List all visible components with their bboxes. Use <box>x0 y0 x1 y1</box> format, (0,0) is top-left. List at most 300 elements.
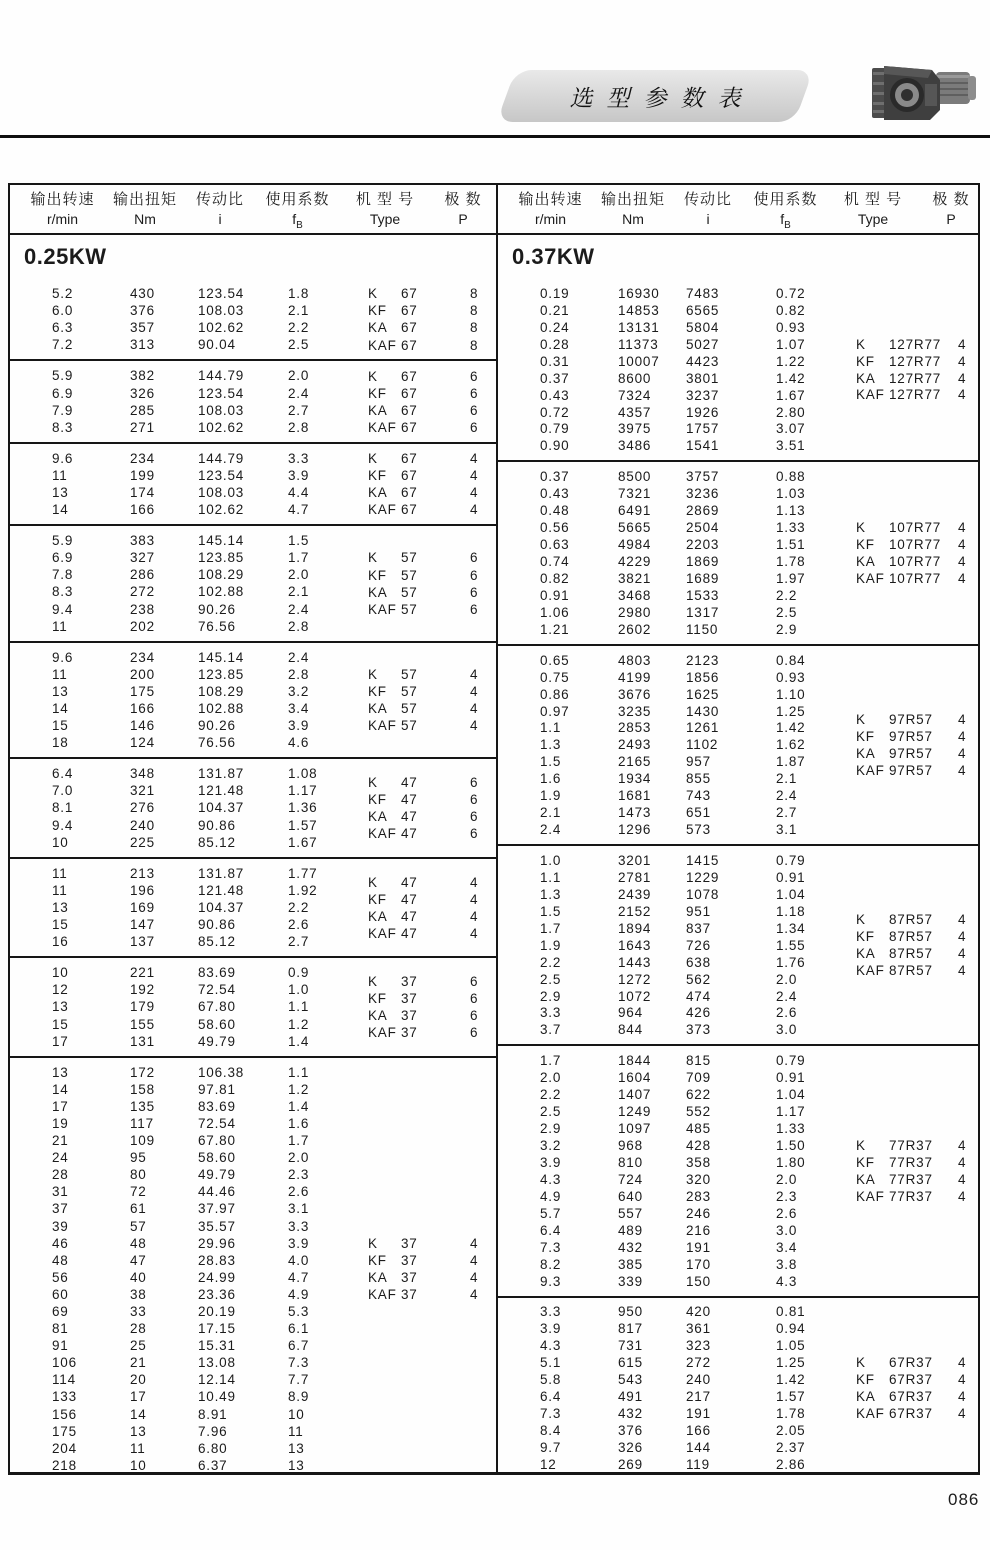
cell-poles: 6 <box>470 567 479 583</box>
cell-ratio: 1541 <box>686 438 720 454</box>
cell-speed: 24 <box>52 1150 69 1166</box>
cell-model-size: 57 <box>401 683 418 699</box>
cell-ratio: 420 <box>686 1304 711 1320</box>
cell-ratio: 6.80 <box>198 1440 228 1456</box>
cell-ratio: 191 <box>686 1406 711 1422</box>
cell-poles: 4 <box>958 387 967 403</box>
cell-service-factor: 1.4 <box>288 1033 310 1049</box>
cell-service-factor: 1.7 <box>288 1133 310 1149</box>
cell-service-factor: 1.57 <box>776 1389 806 1405</box>
type-row <box>856 1154 980 1171</box>
cell-ratio: 85.12 <box>198 834 236 850</box>
cell-ratio: 2123 <box>686 652 720 668</box>
cell-model-size: 107R77 <box>889 520 942 536</box>
cell-ratio: 90.04 <box>198 337 236 353</box>
cell-service-factor: 2.3 <box>776 1188 798 1204</box>
cell-service-factor: 4.6 <box>288 735 310 751</box>
cell-service-factor: 3.9 <box>288 1235 310 1251</box>
cell-torque: 817 <box>618 1321 643 1337</box>
cell-speed: 3.2 <box>540 1138 562 1154</box>
cell-model-prefix: K <box>856 520 866 536</box>
cell-poles: 6 <box>470 826 479 842</box>
table-row <box>10 1200 496 1217</box>
cell-torque: 172 <box>130 1064 155 1080</box>
cell-torque: 1296 <box>618 822 652 838</box>
cell-service-factor: 1.03 <box>776 486 806 502</box>
cell-torque: 213 <box>130 865 155 881</box>
cell-poles: 4 <box>958 728 967 744</box>
type-row <box>856 911 980 928</box>
table-row <box>498 686 980 703</box>
cell-speed: 7.8 <box>52 567 74 583</box>
type-column <box>368 973 498 1041</box>
cell-torque: 557 <box>618 1205 643 1221</box>
cell-poles: 4 <box>470 450 479 466</box>
cell-service-factor: 0.82 <box>776 302 806 318</box>
type-column <box>368 285 498 353</box>
cell-model-size: 127R77 <box>889 387 942 403</box>
cell-poles: 4 <box>470 683 479 699</box>
cell-service-factor: 2.3 <box>288 1167 310 1183</box>
cell-speed: 10 <box>52 965 69 981</box>
cell-torque: 2853 <box>618 720 652 736</box>
cell-ratio: 123.54 <box>198 286 245 302</box>
cell-speed: 6.9 <box>52 550 74 566</box>
table-row <box>498 652 980 669</box>
cell-torque: 3486 <box>618 438 652 454</box>
table-row <box>10 1423 496 1440</box>
cell-service-factor: 2.2 <box>288 899 310 915</box>
cell-torque: 844 <box>618 1022 643 1038</box>
type-row <box>368 973 498 990</box>
cell-speed: 17 <box>52 1033 69 1049</box>
cell-service-factor: 2.0 <box>776 971 798 987</box>
type-row <box>856 1171 980 1188</box>
type-column <box>856 911 980 979</box>
table-row <box>10 1371 496 1388</box>
type-row <box>856 387 980 404</box>
cell-service-factor: 1.67 <box>776 387 806 403</box>
cell-model-size: 47 <box>401 925 418 941</box>
cell-model-prefix: K <box>856 1355 866 1371</box>
cell-torque: 175 <box>130 683 155 699</box>
cell-service-factor: 4.9 <box>288 1286 310 1302</box>
table-row <box>10 1457 496 1474</box>
cell-service-factor: 13 <box>288 1440 305 1456</box>
table-row <box>498 1005 980 1022</box>
cell-torque: 174 <box>130 484 155 500</box>
cell-model-size: 67 <box>401 402 418 418</box>
type-row <box>368 666 498 683</box>
cell-torque: 2439 <box>618 886 652 902</box>
cell-speed: 0.63 <box>540 537 570 553</box>
table-row <box>498 319 980 336</box>
rating-block <box>10 524 496 641</box>
cell-torque: 1443 <box>618 954 652 970</box>
cell-service-factor: 1.76 <box>776 954 806 970</box>
cell-torque: 1249 <box>618 1104 652 1120</box>
cell-poles: 4 <box>958 520 967 536</box>
cell-service-factor: 4.4 <box>288 484 310 500</box>
cell-speed: 6.0 <box>52 303 74 319</box>
cell-torque: 221 <box>130 965 155 981</box>
cell-model-size: 67R37 <box>889 1406 933 1422</box>
cell-speed: 0.24 <box>540 319 570 335</box>
cell-service-factor: 1.33 <box>776 520 806 536</box>
cell-model-prefix: KAF <box>856 1406 885 1422</box>
cell-torque: 13 <box>130 1423 147 1439</box>
cell-poles: 6 <box>470 990 479 1006</box>
cell-ratio: 283 <box>686 1188 711 1204</box>
cell-ratio: 1533 <box>686 587 720 603</box>
cell-model-size: 57 <box>401 567 418 583</box>
cell-model-size: 77R37 <box>889 1154 933 1170</box>
cell-speed: 6.3 <box>52 320 74 336</box>
column-unit: Nm <box>622 210 644 227</box>
cell-poles: 4 <box>470 1235 479 1251</box>
cell-speed: 7.3 <box>540 1406 562 1422</box>
cell-speed: 9.6 <box>52 649 74 665</box>
type-row <box>856 962 980 979</box>
cell-model-prefix: KAF <box>856 570 885 586</box>
cell-model-prefix: K <box>368 450 378 466</box>
cell-torque: 166 <box>130 701 155 717</box>
cell-service-factor: 2.7 <box>288 402 310 418</box>
cell-model-prefix: KA <box>368 908 388 924</box>
cell-torque: 1643 <box>618 937 652 953</box>
table-row <box>498 787 980 804</box>
cell-ratio: 102.62 <box>198 320 245 336</box>
cell-ratio: 170 <box>686 1256 711 1272</box>
type-row <box>368 907 498 924</box>
type-row <box>368 1007 498 1024</box>
cell-speed: 11 <box>52 882 68 898</box>
cell-speed: 11 <box>52 865 68 881</box>
cell-service-factor: 1.80 <box>776 1154 806 1170</box>
cell-model-prefix: KAF <box>368 826 397 842</box>
table-row <box>10 1183 496 1200</box>
cell-ratio: 743 <box>686 788 711 804</box>
type-column <box>856 519 980 587</box>
cell-speed: 13 <box>52 1064 69 1080</box>
table-row <box>498 886 980 903</box>
table-row <box>498 1456 980 1473</box>
cell-speed: 1.3 <box>540 737 562 753</box>
cell-torque: 6491 <box>618 503 652 519</box>
cell-poles: 4 <box>958 554 967 570</box>
cell-torque: 61 <box>130 1201 147 1217</box>
rating-block <box>498 1044 980 1295</box>
type-row <box>368 285 498 302</box>
cell-ratio: 474 <box>686 988 711 1004</box>
table-row <box>498 821 980 838</box>
column-label: 使用系数 <box>753 190 818 208</box>
cell-poles: 4 <box>958 570 967 586</box>
cell-ratio: 7483 <box>686 285 720 301</box>
cell-service-factor: 3.2 <box>288 683 310 699</box>
cell-speed: 0.31 <box>540 353 570 369</box>
cell-ratio: 1261 <box>686 720 720 736</box>
rating-block <box>10 359 496 441</box>
cell-speed: 1.6 <box>540 771 562 787</box>
cell-speed: 0.48 <box>540 503 570 519</box>
table-row <box>498 1304 980 1321</box>
cell-service-factor: 3.8 <box>776 1256 798 1272</box>
type-column <box>856 1137 980 1205</box>
cell-service-factor: 2.86 <box>776 1456 806 1472</box>
cell-ratio: 3236 <box>686 486 720 502</box>
selection-parameter-table <box>8 183 980 1475</box>
cell-model-prefix: KAF <box>368 502 397 518</box>
cell-service-factor: 2.8 <box>288 419 310 435</box>
table-row <box>498 1103 980 1120</box>
cell-service-factor: 3.0 <box>776 1022 798 1038</box>
cell-model-size: 77R37 <box>889 1171 933 1187</box>
cell-model-prefix: KAF <box>856 762 885 778</box>
cell-ratio: 144.79 <box>198 368 245 384</box>
type-row <box>856 1405 980 1422</box>
cell-poles: 4 <box>470 701 479 717</box>
rating-block <box>10 956 496 1055</box>
cell-speed: 1.9 <box>540 937 562 953</box>
cell-torque: 109 <box>130 1133 155 1149</box>
cell-poles: 4 <box>470 925 479 941</box>
type-row <box>856 711 980 728</box>
cell-service-factor: 2.4 <box>288 385 310 401</box>
cell-ratio: 10.49 <box>198 1389 236 1405</box>
cell-service-factor: 0.93 <box>776 669 806 685</box>
cell-speed: 3.9 <box>540 1321 562 1337</box>
cell-poles: 4 <box>958 1138 967 1154</box>
cell-model-size: 87R57 <box>889 929 933 945</box>
type-row <box>856 945 980 962</box>
cell-ratio: 13.08 <box>198 1355 236 1371</box>
column-label: 输出扭矩 <box>112 190 177 208</box>
cell-service-factor: 1.5 <box>288 533 310 549</box>
table-row <box>498 437 980 454</box>
column-unit: $f_B$ <box>292 210 303 231</box>
cell-service-factor: 2.0 <box>776 1171 798 1187</box>
cell-service-factor: 2.80 <box>776 404 806 420</box>
cell-torque: 1604 <box>618 1070 652 1086</box>
cell-poles: 6 <box>470 809 479 825</box>
cell-model-size: 127R77 <box>889 336 942 352</box>
cell-speed: 1.3 <box>540 886 562 902</box>
cell-ratio: 90.26 <box>198 601 236 617</box>
cell-torque: 234 <box>130 649 155 665</box>
cell-model-prefix: K <box>856 912 866 928</box>
cell-torque: 326 <box>618 1439 643 1455</box>
cell-torque: 385 <box>618 1256 643 1272</box>
cell-service-factor: 1.25 <box>776 1355 806 1371</box>
type-row <box>368 336 498 353</box>
cell-ratio: 90.26 <box>198 718 236 734</box>
type-column <box>368 1235 498 1303</box>
type-row <box>368 402 498 419</box>
cell-service-factor: 3.1 <box>776 822 798 838</box>
cell-ratio: 1102 <box>686 737 719 753</box>
cell-torque: 348 <box>130 766 155 782</box>
cell-ratio: 428 <box>686 1138 711 1154</box>
cell-torque: 321 <box>130 783 155 799</box>
cell-ratio: 1856 <box>686 669 720 685</box>
cell-poles: 6 <box>470 402 479 418</box>
cell-torque: 225 <box>130 834 155 850</box>
cell-ratio: 361 <box>686 1321 711 1337</box>
cell-service-factor: 1.36 <box>288 800 318 816</box>
type-row <box>368 1269 498 1286</box>
cell-service-factor: 2.6 <box>288 917 310 933</box>
cell-poles: 4 <box>470 1286 479 1302</box>
cell-speed: 5.2 <box>52 286 74 302</box>
cell-poles: 4 <box>958 929 967 945</box>
cell-ratio: 35.57 <box>198 1218 236 1234</box>
cell-ratio: 638 <box>686 954 711 970</box>
cell-speed: 9.7 <box>540 1439 562 1455</box>
type-row <box>856 762 980 779</box>
cell-service-factor: 1.57 <box>288 817 318 833</box>
cell-speed: 7.2 <box>52 337 74 353</box>
cell-service-factor: 0.84 <box>776 652 806 668</box>
cell-ratio: 8.91 <box>198 1406 228 1422</box>
cell-poles: 4 <box>958 912 967 928</box>
cell-service-factor: 1.17 <box>776 1104 806 1120</box>
cell-ratio: 102.62 <box>198 502 245 518</box>
cell-service-factor: 3.9 <box>288 467 310 483</box>
cell-model-size: 127R77 <box>889 370 942 386</box>
cell-speed: 31 <box>52 1184 69 1200</box>
type-row <box>856 519 980 536</box>
type-row <box>856 1371 980 1388</box>
cell-ratio: 358 <box>686 1154 711 1170</box>
cell-service-factor: 0.79 <box>776 853 806 869</box>
cell-model-size: 37 <box>401 1007 418 1023</box>
page-number: 086 <box>948 1490 980 1509</box>
type-row <box>856 570 980 587</box>
cell-torque: 147 <box>130 917 155 933</box>
cell-torque: 269 <box>618 1456 643 1472</box>
cell-service-factor: 0.91 <box>776 869 806 885</box>
table-row <box>498 302 980 319</box>
cell-service-factor: 1.78 <box>776 1406 806 1422</box>
cell-torque: 137 <box>130 934 155 950</box>
cell-speed: 2.4 <box>540 822 562 838</box>
cell-poles: 4 <box>958 1355 967 1371</box>
cell-service-factor: 3.0 <box>776 1222 798 1238</box>
cell-speed: 18 <box>52 735 69 751</box>
table-row <box>498 1256 980 1273</box>
type-row <box>368 717 498 734</box>
cell-model-prefix: KF <box>368 891 387 907</box>
cell-torque: 48 <box>130 1235 147 1251</box>
cell-service-factor: 1.2 <box>288 1081 310 1097</box>
column-label: 极 数 <box>932 190 970 208</box>
cell-service-factor: 1.18 <box>776 903 806 919</box>
cell-torque: 17 <box>130 1389 147 1405</box>
cell-torque: 2980 <box>618 604 652 620</box>
cell-speed: 9.6 <box>52 450 74 466</box>
cell-ratio: 49.79 <box>198 1167 236 1183</box>
cell-model-size: 77R37 <box>889 1138 933 1154</box>
cell-ratio: 106.38 <box>198 1064 245 1080</box>
cell-service-factor: 0.81 <box>776 1304 806 1320</box>
cell-model-size: 97R57 <box>889 745 933 761</box>
cell-model-prefix: K <box>368 874 378 890</box>
cell-torque: 16930 <box>618 285 660 301</box>
cell-service-factor: 5.3 <box>288 1304 310 1320</box>
cell-poles: 4 <box>470 1252 479 1268</box>
cell-model-prefix: KA <box>368 320 388 336</box>
cell-ratio: 15.31 <box>198 1338 236 1354</box>
cell-ratio: 3237 <box>686 387 720 403</box>
cell-model-prefix: K <box>368 550 378 566</box>
type-row <box>856 370 980 387</box>
cell-poles: 6 <box>470 774 479 790</box>
cell-model-size: 127R77 <box>889 353 942 369</box>
cell-poles: 4 <box>958 537 967 553</box>
page-title-banner <box>506 70 804 122</box>
table-row <box>498 1021 980 1038</box>
cell-service-factor: 0.72 <box>776 285 806 301</box>
cell-model-prefix: K <box>368 666 378 682</box>
cell-model-size: 67 <box>401 320 418 336</box>
cell-model-size: 57 <box>401 584 418 600</box>
cell-model-size: 37 <box>401 1025 418 1041</box>
cell-model-prefix: KF <box>368 990 387 1006</box>
cell-ratio: 957 <box>686 754 711 770</box>
cell-model-size: 67 <box>401 467 418 483</box>
cell-poles: 4 <box>958 336 967 352</box>
column-unit: i <box>218 210 222 227</box>
cell-speed: 6.4 <box>52 766 74 782</box>
column-unit: P <box>458 210 468 227</box>
cell-ratio: 320 <box>686 1171 711 1187</box>
table-row <box>10 1320 496 1337</box>
cell-model-prefix: KAF <box>368 419 397 435</box>
cell-torque: 3468 <box>618 587 652 603</box>
cell-speed: 5.9 <box>52 533 74 549</box>
cell-speed: 5.9 <box>52 368 74 384</box>
cell-ratio: 485 <box>686 1121 711 1137</box>
column-unit: Nm <box>134 210 156 227</box>
cell-torque: 155 <box>130 1016 155 1032</box>
cell-service-factor: 1.33 <box>776 1121 806 1137</box>
cell-speed: 0.28 <box>540 336 570 352</box>
cell-model-prefix: KA <box>368 701 388 717</box>
type-row <box>856 1188 980 1205</box>
cell-model-size: 67R37 <box>889 1372 933 1388</box>
cell-model-prefix: KF <box>368 467 387 483</box>
cell-speed: 4.9 <box>540 1188 562 1204</box>
type-row <box>856 1137 980 1154</box>
cell-service-factor: 3.3 <box>288 450 310 466</box>
cell-model-prefix: KF <box>856 929 875 945</box>
cell-speed: 2.5 <box>540 1104 562 1120</box>
cell-service-factor: 1.1 <box>288 1064 310 1080</box>
cell-service-factor: 2.8 <box>288 618 310 634</box>
type-column <box>368 666 498 734</box>
cell-ratio: 12.14 <box>198 1372 236 1388</box>
cell-model-prefix: KA <box>856 745 876 761</box>
cell-service-factor: 0.79 <box>776 1053 806 1069</box>
cell-model-size: 97R57 <box>889 712 933 727</box>
table-row <box>10 618 496 635</box>
cell-torque: 179 <box>130 999 155 1015</box>
cell-poles: 8 <box>470 337 479 353</box>
cell-service-factor: 4.3 <box>776 1273 798 1289</box>
table-row <box>498 804 980 821</box>
cell-model-size: 57 <box>401 550 418 566</box>
